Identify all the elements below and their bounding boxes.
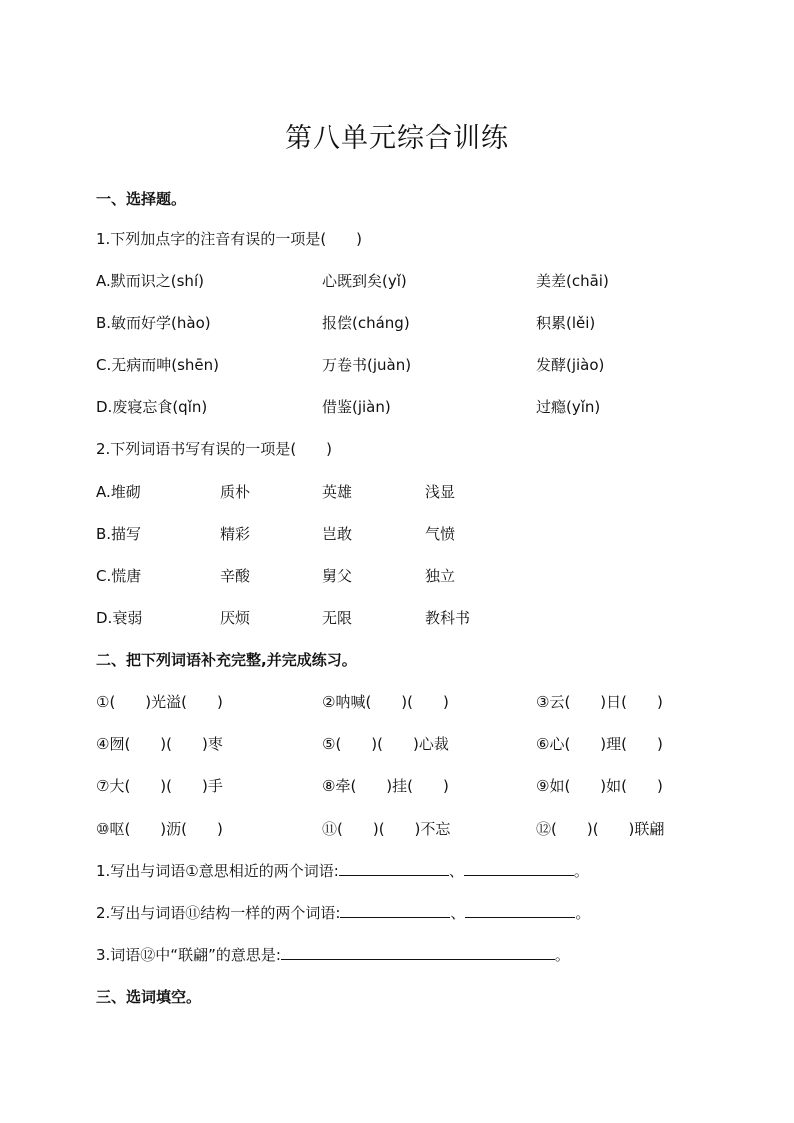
- idiom-item: ①( )光溢( ): [96, 693, 223, 711]
- q2-option-a-word3: 英雄: [322, 483, 353, 501]
- q2-option-b-word3: 岂敢: [322, 525, 353, 543]
- idiom-item: ④囫( )( )枣: [96, 735, 223, 753]
- answer-blank[interactable]: [281, 945, 555, 960]
- section-1-heading: 一、选择题。: [96, 190, 187, 208]
- question-1-stem: 1.下列加点字的注音有误的一项是( ): [96, 230, 363, 248]
- section-2-heading: 二、把下列词语补充完整,并完成练习。: [96, 651, 357, 669]
- q1-option-b-word2: 报偿(cháng): [322, 314, 410, 332]
- idiom-item: ⑩呕( )沥( ): [96, 820, 223, 838]
- q2-option-a-word4: 浅显: [425, 483, 456, 501]
- idiom-item: ⑨如( )如( ): [536, 777, 663, 795]
- idiom-item: ⑥心( )理( ): [536, 735, 663, 753]
- page-title: 第八单元综合训练: [285, 123, 509, 154]
- idiom-item: ⑦大( )( )手: [96, 777, 223, 795]
- q1-option-a-word2: 心既到矣(yǐ): [322, 272, 407, 290]
- q2-option-c-word3: 舅父: [322, 567, 353, 585]
- idiom-item: ②呐喊( )( ): [322, 693, 449, 711]
- q2-option-b-word4: 气愤: [425, 525, 456, 543]
- answer-blank[interactable]: [340, 903, 450, 918]
- question-text: 3.词语⑫中“联翩”的意思是:: [96, 946, 281, 964]
- idiom-item: ⑫( )( )联翩: [536, 820, 665, 838]
- q2-option-d-word3: 无限: [322, 609, 353, 627]
- q1-option-c-word3: 发酵(jiào): [536, 356, 605, 374]
- q1-option-c: C.无病而呻(shēn): [96, 356, 220, 374]
- period: 。: [573, 862, 589, 880]
- idiom-item: ③云( )日( ): [536, 693, 663, 711]
- q1-option-a: A.默而识之(shí): [96, 272, 204, 290]
- q2-option-b-word2: 精彩: [220, 525, 251, 543]
- answer-blank[interactable]: [339, 861, 449, 876]
- section-3-heading: 三、选词填空。: [96, 988, 202, 1006]
- q1-option-d-word2: 借鉴(jiàn): [322, 398, 391, 416]
- q2-option-d: D.衰弱: [96, 609, 143, 627]
- period: 。: [575, 904, 591, 922]
- q2-option-a-word2: 质朴: [220, 483, 251, 501]
- q2-option-c-word2: 辛酸: [220, 567, 251, 585]
- question-text: 2.写出与词语⑪结构一样的两个词语:: [96, 904, 341, 922]
- q1-option-d-word3: 过瘾(yǐn): [536, 398, 601, 416]
- answer-blank[interactable]: [464, 861, 574, 876]
- question-text: 1.写出与词语①意思相近的两个词语:: [96, 862, 339, 880]
- separator: 、: [450, 904, 466, 922]
- q2-option-a: A.堆砌: [96, 483, 141, 501]
- answer-blank[interactable]: [465, 903, 575, 918]
- section-2-question-2: [96, 903, 590, 923]
- q2-option-d-word2: 厌烦: [220, 609, 251, 627]
- period: 。: [554, 946, 570, 964]
- section-2-question-1: [96, 861, 589, 881]
- idiom-item: ⑤( )( )心裁: [322, 735, 449, 753]
- idiom-item: ⑪( )( )不忘: [322, 820, 451, 838]
- q1-option-b: B.敏而好学(hào): [96, 314, 211, 332]
- q2-option-d-word4: 教科书: [425, 609, 471, 627]
- q1-option-c-word2: 万卷书(juàn): [322, 356, 412, 374]
- q1-option-a-word3: 美差(chāi): [536, 272, 609, 290]
- q2-option-c: C.慌唐: [96, 567, 142, 585]
- idiom-item: ⑧牵( )挂( ): [322, 777, 449, 795]
- q2-option-c-word4: 独立: [425, 567, 456, 585]
- q1-option-d: D.废寝忘食(qǐn): [96, 398, 208, 416]
- question-2-stem: 2.下列词语书写有误的一项是( ): [96, 440, 333, 458]
- q1-option-b-word3: 积累(lěi): [536, 314, 596, 332]
- separator: 、: [448, 862, 464, 880]
- q2-option-b: B.描写: [96, 525, 142, 543]
- section-2-question-3: [96, 945, 570, 965]
